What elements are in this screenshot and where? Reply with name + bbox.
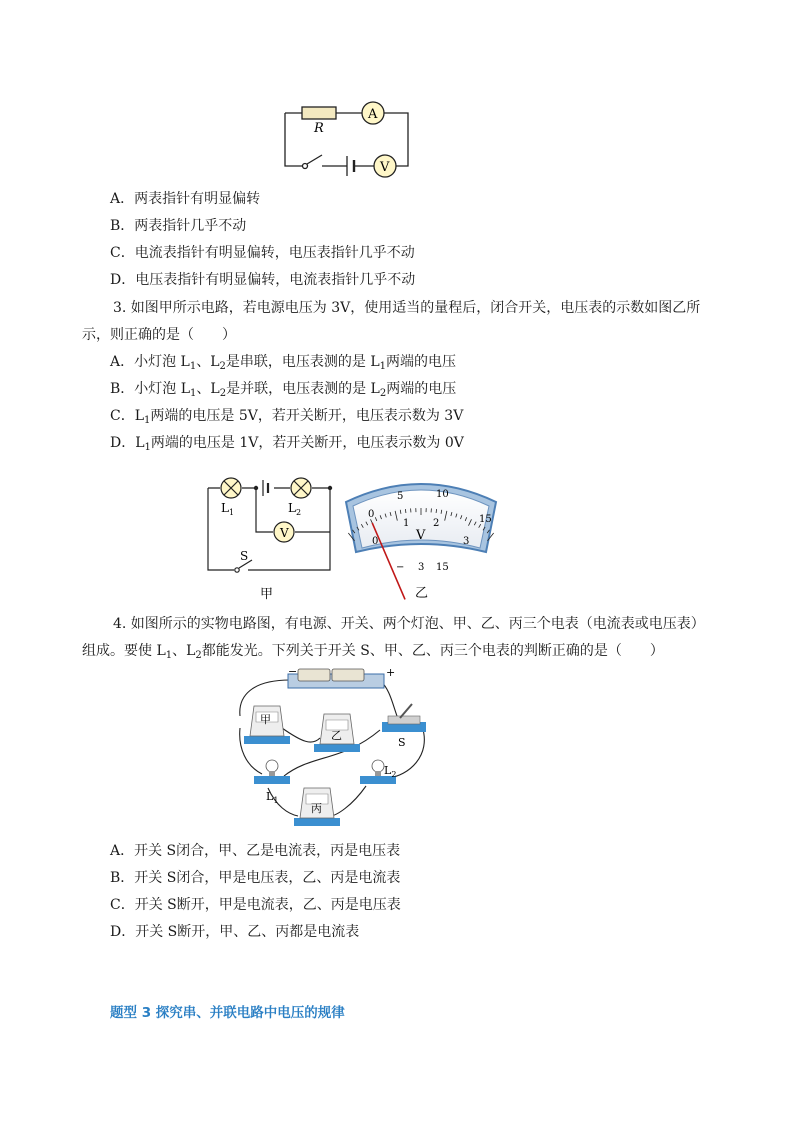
battery-minus: − bbox=[288, 666, 298, 678]
q3-option-a: A．小灯泡 $L_1$、$L_2$是串联，电压表测的是 $L_1$两端的电压 bbox=[110, 354, 457, 372]
meter-jia-label: 甲 bbox=[260, 713, 271, 726]
ammeter-label: A bbox=[368, 107, 378, 122]
top-circuit-diagram bbox=[278, 96, 418, 186]
jia-switch-label: S bbox=[240, 549, 249, 563]
upper-tick-5: 5 bbox=[397, 491, 404, 502]
bulb-l1-label: $L_1$ bbox=[266, 790, 279, 805]
q2-option-a: A．两表指针有明显偏转 bbox=[110, 191, 261, 207]
q2-option-c: C．电流表指针有明显偏转，电压表指针几乎不动 bbox=[110, 245, 415, 261]
yi-caption: 乙 bbox=[415, 586, 429, 601]
q4-stem-line1: 4. 如图所示的实物电路图，有电源、开关、两个灯泡、甲、乙、丙三个电表（电流表或电压表） bbox=[113, 616, 705, 632]
switch-s bbox=[382, 704, 426, 732]
q2-option-d: D．电压表指针有明显偏转，电流表指针几乎不动 bbox=[110, 272, 416, 288]
q3-stem-line1: 3. 如图甲所示电路，若电源电压为 3V，使用适当的量程后，闭合开关，电压表的示数如图乙所 bbox=[113, 300, 701, 316]
section-heading: 题型 3 探究串、并联电路中电压的规律 bbox=[110, 1005, 345, 1021]
jia-caption: 甲 bbox=[260, 587, 274, 602]
meter-yi-label: 乙 bbox=[331, 729, 342, 742]
q4-option-c: C．开关 S断开，甲是电流表，乙、丙是电压表 bbox=[110, 897, 401, 913]
lower-tick-0: 0 bbox=[372, 536, 379, 547]
q3-option-c: C．$L_1$两端的电压是 5V，若开关断开，电压表示数为 3V bbox=[110, 408, 464, 426]
battery-plus: + bbox=[386, 666, 396, 679]
upper-tick-15: 15 bbox=[479, 514, 492, 525]
battery-holder bbox=[288, 669, 384, 688]
terminal-15: 15 bbox=[436, 562, 449, 573]
upper-tick-0: 0 bbox=[368, 509, 375, 520]
q3-option-b: B．小灯泡 $L_1$、$L_2$是并联，电压表测的是 $L_2$两端的电压 bbox=[110, 381, 457, 399]
fig-yi-voltmeter-dial bbox=[340, 476, 502, 606]
jia-L1-label: $L_1$ bbox=[221, 501, 235, 517]
q4-stem-line2: 组成。要使 $L_1$、$L_2$都能发光。下列关于开关 S、甲、乙、丙三个电表的判断正确的是（ ） bbox=[82, 643, 664, 661]
fig-jia-circuit bbox=[200, 474, 340, 604]
lower-tick-1: 1 bbox=[403, 518, 410, 529]
q4-physical-circuit bbox=[232, 666, 436, 836]
q3-option-d: D．$L_1$两端的电压是 1V，若开关断开，电压表示数为 0V bbox=[110, 435, 464, 453]
q4-option-b: B．开关 S闭合，甲是电压表，乙、丙是电流表 bbox=[110, 870, 401, 886]
terminal-3: 3 bbox=[418, 562, 425, 573]
resistor-label: R bbox=[314, 121, 324, 136]
q2-option-b: B．两表指针几乎不动 bbox=[110, 218, 247, 234]
bulb-l2-label: $L_2$ bbox=[384, 764, 397, 779]
q3-stem-line2: 示，则正确的是（ ） bbox=[82, 327, 236, 343]
dial-tick bbox=[405, 509, 406, 513]
jia-voltmeter-label: V bbox=[280, 526, 289, 540]
upper-tick-10: 10 bbox=[436, 489, 449, 500]
switch-s-label: S bbox=[398, 736, 406, 749]
meter-bing-label: 丙 bbox=[311, 802, 322, 815]
lower-tick-3: 3 bbox=[463, 536, 470, 547]
lower-tick-2: 2 bbox=[433, 518, 440, 529]
dial-tick bbox=[436, 509, 437, 513]
dial-unit-label: V bbox=[416, 528, 426, 543]
q4-option-a: A．开关 S闭合，甲、乙是电流表，丙是电压表 bbox=[110, 843, 401, 859]
jia-L2-label: $L_2$ bbox=[288, 501, 302, 517]
voltmeter-label: V bbox=[380, 160, 390, 175]
q4-option-d: D．开关 S断开，甲、乙、丙都是电流表 bbox=[110, 924, 360, 940]
terminal-minus: − bbox=[396, 562, 405, 573]
